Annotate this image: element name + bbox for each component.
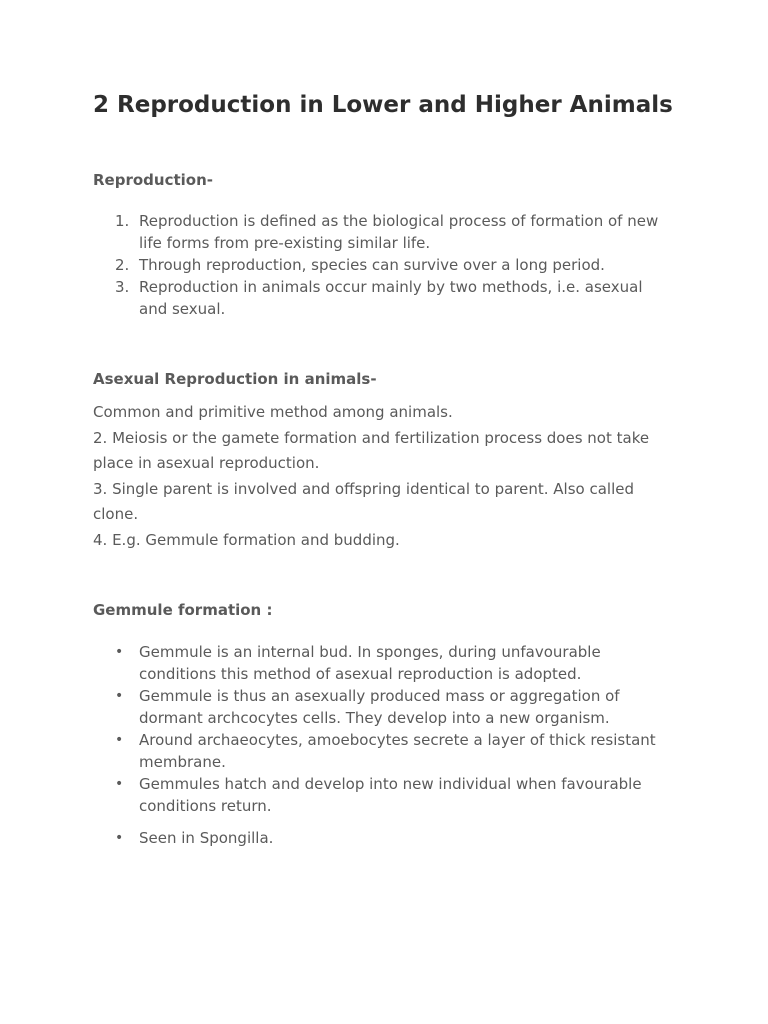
list-item-line: Reproduction is defined as the biological process of formation of new (139, 212, 659, 230)
list-item-line: Gemmule is an internal bud. In sponges, during unfavourable (139, 643, 601, 661)
list-item (93, 210, 683, 254)
paragraph-line: clone. (93, 505, 139, 523)
list-item-line: Gemmules hatch and develop into new individual when favourable (139, 775, 642, 793)
gemmule-list (93, 641, 683, 849)
list-item-line: conditions this method of asexual reproduction is adopted. (139, 665, 582, 683)
list-item-line: and sexual. (139, 300, 226, 318)
reproduction-list (93, 210, 683, 320)
list-item (93, 641, 683, 685)
list-item-line: Seen in Spongilla. (139, 829, 274, 847)
list-item-line: Reproduction in animals occur mainly by two methods, i.e. asexual (139, 278, 643, 296)
page-title: 2 Reproduction in Lower and Higher Animals (93, 92, 673, 118)
paragraph-line: 2. Meiosis or the gamete formation and fertilization process does not take (93, 428, 650, 447)
paragraph-line: 4. E.g. Gemmule formation and budding. (93, 530, 400, 549)
list-item (93, 254, 683, 276)
list-marker: 3. (115, 278, 130, 296)
list-item (93, 729, 683, 773)
list-item-line: membrane. (139, 753, 226, 771)
list-marker: 1. (115, 212, 130, 230)
paragraph-line: place in asexual reproduction. (93, 454, 320, 472)
list-item (93, 773, 683, 817)
bullet-icon: • (115, 688, 124, 704)
list-item (93, 276, 683, 320)
section-heading-gemmule: Gemmule formation : (93, 601, 273, 619)
bullet-icon: • (115, 776, 124, 792)
list-item-line: Around archaeocytes, amoebocytes secrete a layer of thick resistant (139, 731, 656, 749)
list-item-line: conditions return. (139, 797, 272, 815)
section-heading-reproduction: Reproduction- (93, 171, 213, 189)
list-item-line: dormant archcocytes cells. They develop into a new organism. (139, 709, 610, 727)
paragraph-line: 3. Single parent is involved and offspring identical to parent. Also called (93, 479, 634, 498)
asexual-paragraph (93, 400, 683, 553)
bullet-icon: • (115, 644, 124, 660)
list-marker: 2. (115, 256, 130, 274)
list-item-line: Through reproduction, species can survive over a long period. (139, 256, 605, 274)
section-heading-asexual: Asexual Reproduction in animals- (93, 370, 377, 388)
paragraph-line: Common and primitive method among animals. (93, 403, 453, 421)
list-item (93, 827, 683, 849)
list-item-line: Gemmule is thus an asexually produced mass or aggregation of (139, 687, 620, 705)
bullet-icon: • (115, 830, 124, 846)
list-item (93, 685, 683, 729)
list-item-line: life forms from pre-existing similar life. (139, 234, 431, 252)
bullet-icon: • (115, 732, 124, 748)
